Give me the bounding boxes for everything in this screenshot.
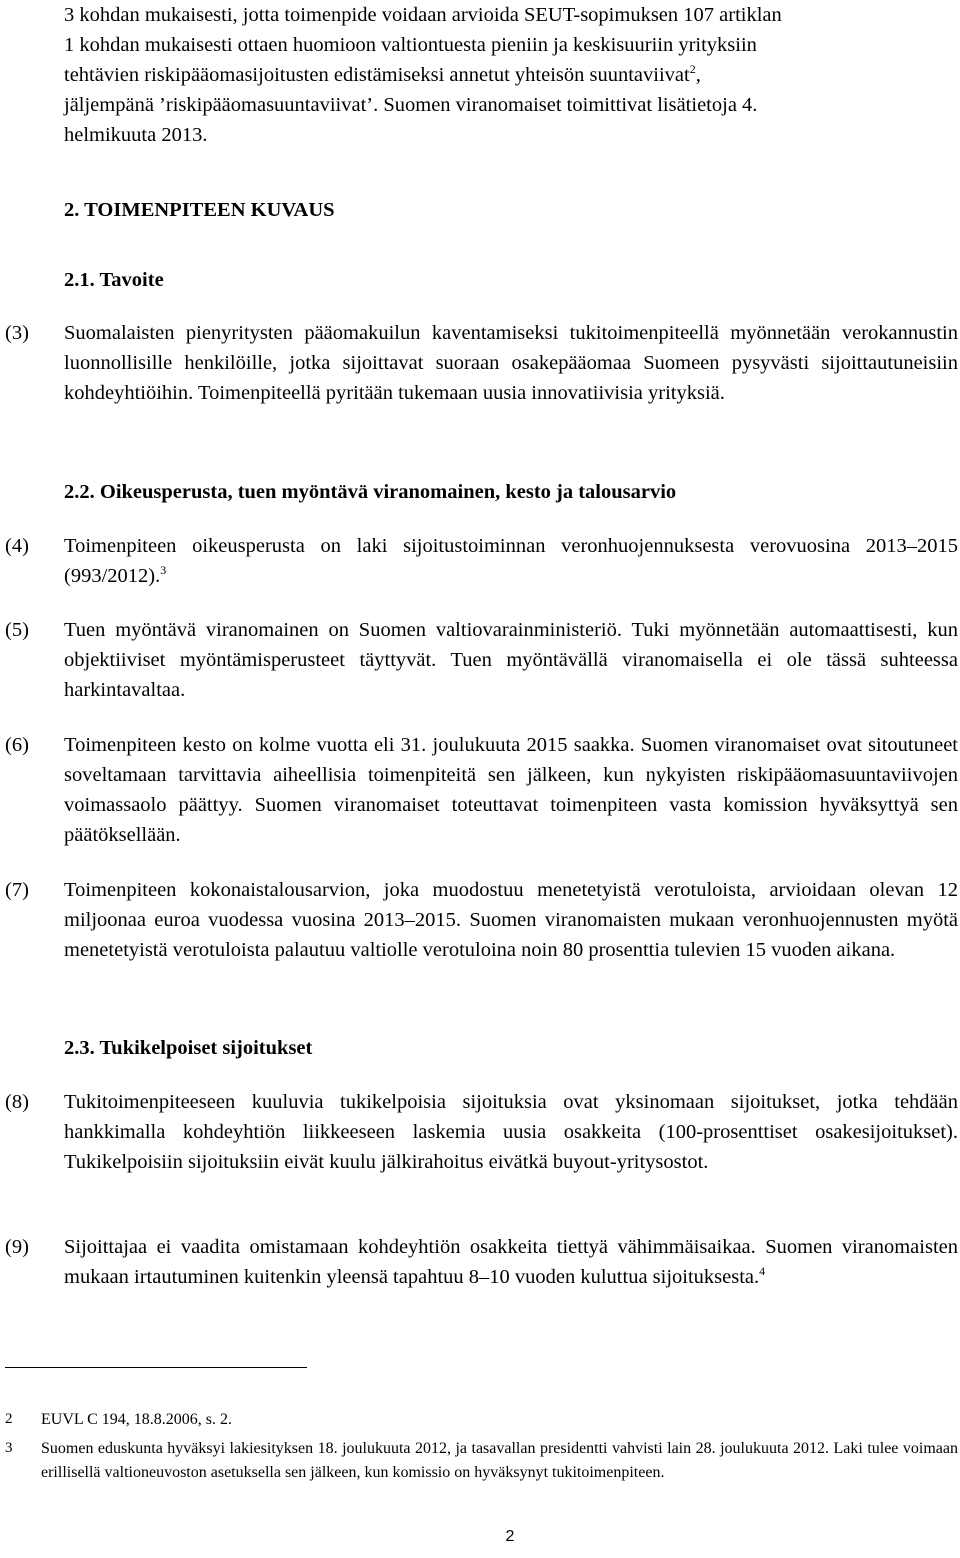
section-2-3-heading: 2.3. Tukikelpoiset sijoitukset [64,1037,313,1059]
paragraph-text: Toimenpiteen kesto on kolme vuotta eli 31. joulukuuta 2015 saakka. Suomen viranomaiset ovat sitoutuneet soveltamaan tarvittavia aiheellisia toimenpiteitä sen jälkeen, kun nykyisten riskipääomasuuntaviivojen voimassaolo päättyy. Suomen viranomaiset toteuttavat toimenpiteen vasta komission hyväksyttyä sen päätöksellään. [64,734,958,846]
intro-line: 3 kohdan mukaisesti, jotta toimenpide voidaan arvioida SEUT-sopimuksen 107 artiklan [64,4,782,26]
paragraph-4 [0,531,960,591]
footnote-2 [0,1408,960,1434]
paragraph-number: (6) [5,734,29,756]
intro-line-text: tehtävien riskipääomasijoitusten edistämiseksi annetut yhteisön suuntaviivat [64,64,690,86]
footnote-ref[interactable]: 4 [759,1264,766,1278]
paragraph-number: (8) [5,1091,29,1113]
paragraph-body: Sijoittajaa ei vaadita omistamaan kohdeyhtiön osakkeita tiettyä vähimmäisaikaa. Suomen viranomaisten mukaan irtautuminen kuitenkin yleensä tapahtuu 8–10 vuoden kuluttua sijoituksesta. [64,1236,958,1288]
footnote-ref[interactable]: 3 [160,563,167,577]
intro-line: jäljempänä ’riskipääomasuuntaviivat’. Suomen viranomaiset toimittivat lisätietoja 4. [64,94,758,116]
footnote-number: 3 [5,1440,13,1456]
section-2-heading: 2. TOIMENPITEEN KUVAUS [64,199,335,221]
paragraph-body: Toimenpiteen oikeusperusta on laki sijoitustoiminnan veronhuojennuksesta verovuosina 2013–2015 (993/2012). [64,535,958,587]
page-number: 2 [505,1528,515,1545]
paragraph-text: Toimenpiteen kokonaistalousarvion, joka muodostuu menetetyistä verotuloista, arvioidaan olevan 12 miljoonaa euroa vuodessa vuosina 2013–2015. Suomen viranomaisten mukaan veronhuojennusten myötä menetetyistä verotuloista palautuu valtiolle verotuloina noin 80 prosenttia tulevien 15 vuoden aikana. [64,879,958,961]
section-2-2-heading: 2.2. Oikeusperusta, tuen myöntävä viranomainen, kesto ja talousarvio [64,481,677,503]
paragraph-number: (5) [5,619,29,641]
paragraph-text [64,531,958,591]
paragraph-7 [0,875,960,995]
paragraph-number: (7) [5,879,29,901]
paragraph-text: Suomalaisten pienyritysten pääomakuilun kaventamiseksi tukitoimenpiteellä myönnetään verokannustin luonnollisille henkilöille, jotka sijoittavat suoraan osakepääomaa Suomeen pysyvästi sijoittautuneisiin kohdeyhtiöihin. Toimenpiteellä pyritään tukemaan uusia innovatiivisia yrityksiä. [64,322,958,404]
paragraph-text: Tukitoimenpiteeseen kuuluvia tukikelpoisia sijoituksia ovat yksinomaan sijoitukset, jotka tehdään hankkimalla kohdeyhtiön liikkeeseen laskemia uusia osakkeita (100-prosenttiset osakesijoitukset). Tukikelpoisiin sijoituksiin eivät kuulu jälkirahoitus eivätkä buyout-yritysostot. [64,1091,958,1173]
paragraph-number: (3) [5,322,29,344]
paragraph-number: (4) [5,535,29,557]
section-2-1-heading: 2.1. Tavoite [64,269,164,291]
footnote-ref[interactable]: 2 [689,62,696,76]
paragraph-5 [0,615,960,705]
intro-line: 1 kohdan mukaisesti ottaen huomioon valtiontuesta pieniin ja keskisuuriin yrityksiin [64,34,757,56]
footnote-separator [5,1367,307,1368]
footnote-3 [0,1437,960,1512]
intro-line [64,60,958,90]
footnote-text: EUVL C 194, 18.8.2006, s. 2. [41,1411,232,1428]
paragraph-3 [0,318,960,438]
intro-line-comma: , [695,64,701,86]
paragraph-number: (9) [5,1236,29,1258]
intro-paragraph [64,0,958,150]
footnote-text: Suomen eduskunta hyväksyi lakiesityksen 18. joulukuuta 2012, ja tasavallan presidentti vahvisti lain 28. joulukuuta 2012. Laki tulee voimaan erillisellä valtioneuvoston asetuksella sen jälkeen, kun komissio on hyväksynyt tukitoimenpiteen. [41,1440,958,1481]
paragraph-9 [0,1232,960,1322]
paragraph-8 [0,1087,960,1207]
paragraph-text: Tuen myöntävä viranomainen on Suomen valtiovarainministeriö. Tuki myönnetään automaattisesti, kun objektiiviset myöntämisperusteet täyttyvät. Tuen myöntävällä viranomaisella ei ole tässä suhteessa harkintavaltaa. [64,619,958,701]
footnote-number: 2 [5,1411,13,1427]
intro-line: helmikuuta 2013. [64,124,208,146]
paragraph-text [64,1232,958,1292]
paragraph-6 [0,730,960,850]
